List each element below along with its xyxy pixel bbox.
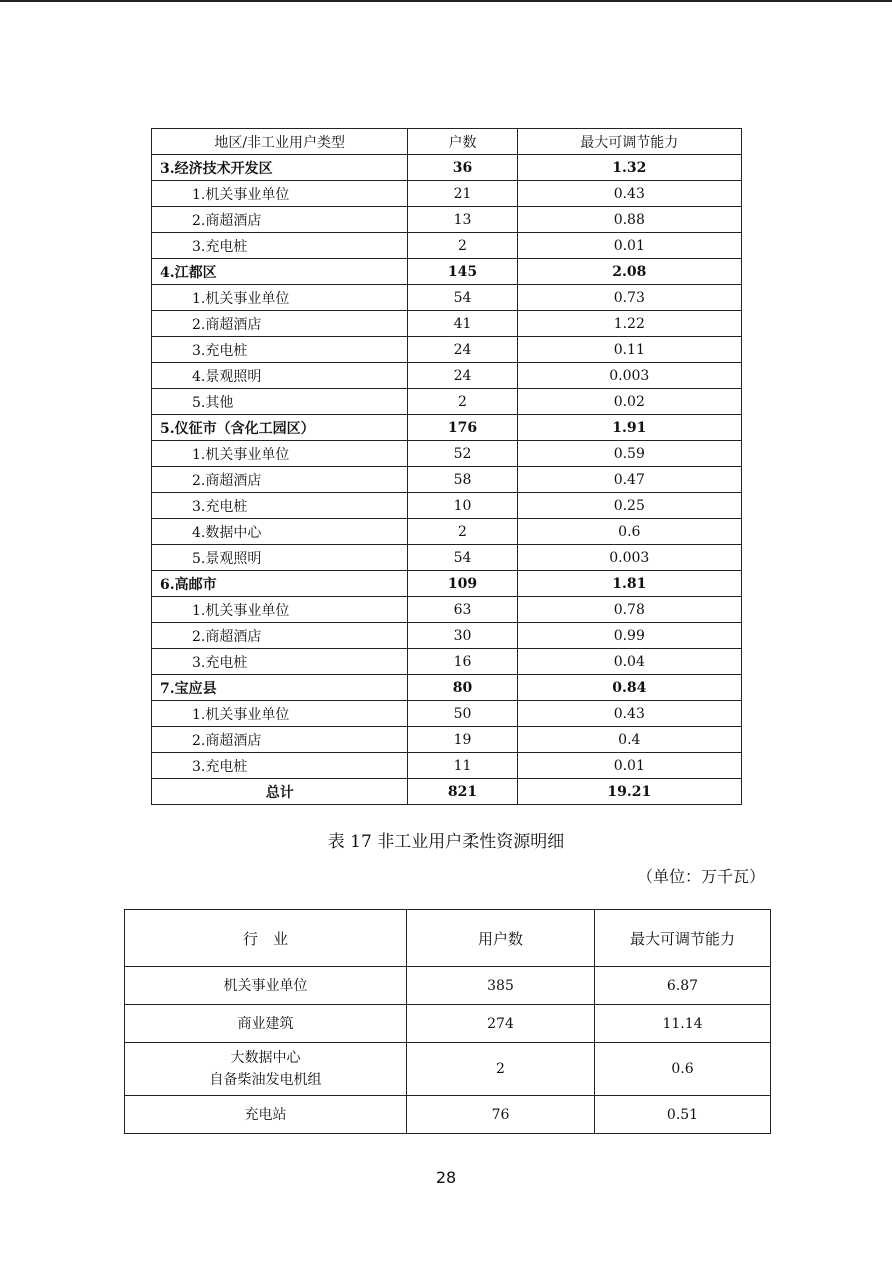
table-body — [152, 155, 742, 805]
table-row — [152, 701, 742, 727]
row-capacity: 0.6 — [595, 1043, 771, 1096]
row-label: 3.经济技术开发区 — [152, 155, 408, 181]
region-row — [152, 155, 742, 181]
row-count: 13 — [408, 207, 517, 233]
row-capacity: 0.01 — [517, 753, 741, 779]
header-region-type: 地区/非工业用户类型 — [152, 129, 408, 155]
row-capacity: 1.81 — [517, 571, 741, 597]
row-count: 145 — [408, 259, 517, 285]
row-count: 54 — [408, 545, 517, 571]
row-label: 1.机关事业单位 — [152, 441, 408, 467]
table-row — [152, 363, 742, 389]
row-capacity: 0.47 — [517, 467, 741, 493]
header-industry: 行 业 — [125, 910, 407, 967]
row-capacity: 0.4 — [517, 727, 741, 753]
table-header-row — [152, 129, 742, 155]
row-capacity: 11.14 — [595, 1005, 771, 1043]
row-capacity: 0.99 — [517, 623, 741, 649]
industry-line: 自备柴油发电机组 — [209, 1072, 322, 1088]
row-count: 16 — [408, 649, 517, 675]
row-count: 36 — [408, 155, 517, 181]
table-row — [152, 337, 742, 363]
region-user-type-table — [151, 128, 742, 805]
table-row — [152, 493, 742, 519]
row-capacity: 1.32 — [517, 155, 741, 181]
row-count: 63 — [408, 597, 517, 623]
row-label: 3.充电桩 — [152, 493, 408, 519]
row-count: 24 — [408, 363, 517, 389]
row-count: 10 — [408, 493, 517, 519]
row-count: 24 — [408, 337, 517, 363]
row-capacity: 0.43 — [517, 181, 741, 207]
row-label: 1.机关事业单位 — [152, 597, 408, 623]
table-row — [152, 311, 742, 337]
header-users: 用户数 — [407, 910, 595, 967]
row-capacity: 0.59 — [517, 441, 741, 467]
row-label: 3.充电桩 — [152, 337, 408, 363]
row-count: 54 — [408, 285, 517, 311]
row-capacity: 0.6 — [517, 519, 741, 545]
industry-line: 商业建筑 — [237, 1015, 294, 1032]
industry-line: 机关事业单位 — [223, 977, 308, 994]
header-capacity: 最大可调节能力 — [595, 910, 771, 967]
row-capacity: 0.003 — [517, 545, 741, 571]
row-capacity: 0.04 — [517, 649, 741, 675]
row-capacity: 0.84 — [517, 675, 741, 701]
row-label: 总计 — [152, 779, 408, 805]
page-number: 28 — [435, 1168, 457, 1187]
row-label: 3.充电桩 — [152, 233, 408, 259]
row-count: 176 — [408, 415, 517, 441]
table-row — [125, 1043, 771, 1096]
row-capacity: 0.01 — [517, 233, 741, 259]
row-label: 5.仪征市（含化工园区） — [152, 415, 408, 441]
table-row — [125, 1005, 771, 1043]
table-row — [152, 727, 742, 753]
table-row — [125, 967, 771, 1005]
table-row — [152, 181, 742, 207]
row-capacity: 0.51 — [595, 1096, 771, 1134]
table-row — [152, 467, 742, 493]
table-row — [152, 441, 742, 467]
top-border-line — [0, 0, 892, 2]
row-capacity: 2.08 — [517, 259, 741, 285]
row-industry — [125, 967, 407, 1005]
row-label: 2.商超酒店 — [152, 311, 408, 337]
row-users: 385 — [407, 967, 595, 1005]
row-label: 2.商超酒店 — [152, 727, 408, 753]
row-label: 7.宝应县 — [152, 675, 408, 701]
row-label: 3.充电桩 — [152, 649, 408, 675]
row-capacity: 1.22 — [517, 311, 741, 337]
table-row — [152, 233, 742, 259]
row-count: 2 — [408, 519, 517, 545]
row-users: 2 — [407, 1043, 595, 1096]
region-row — [152, 571, 742, 597]
row-capacity: 19.21 — [517, 779, 741, 805]
row-capacity: 0.003 — [517, 363, 741, 389]
table-row — [152, 389, 742, 415]
total-row — [152, 779, 742, 805]
row-industry — [125, 1043, 407, 1096]
row-label: 1.机关事业单位 — [152, 285, 408, 311]
table-header-row — [125, 910, 771, 967]
row-industry — [125, 1005, 407, 1043]
row-label: 2.商超酒店 — [152, 467, 408, 493]
row-capacity: 0.43 — [517, 701, 741, 727]
region-row — [152, 675, 742, 701]
region-row — [152, 259, 742, 285]
row-count: 11 — [408, 753, 517, 779]
row-count: 821 — [408, 779, 517, 805]
row-count: 19 — [408, 727, 517, 753]
table-row — [125, 1096, 771, 1134]
row-label: 4.江都区 — [152, 259, 408, 285]
row-count: 41 — [408, 311, 517, 337]
row-count: 2 — [408, 233, 517, 259]
row-label: 2.商超酒店 — [152, 207, 408, 233]
table-caption: 表 17 非工业用户柔性资源明细 — [327, 832, 565, 852]
row-capacity: 0.78 — [517, 597, 741, 623]
row-capacity: 0.11 — [517, 337, 741, 363]
row-capacity: 0.73 — [517, 285, 741, 311]
table-row — [152, 285, 742, 311]
row-label: 4.数据中心 — [152, 519, 408, 545]
row-count: 30 — [408, 623, 517, 649]
row-capacity: 6.87 — [595, 967, 771, 1005]
row-label: 1.机关事业单位 — [152, 181, 408, 207]
row-capacity: 0.25 — [517, 493, 741, 519]
row-industry — [125, 1096, 407, 1134]
row-count: 52 — [408, 441, 517, 467]
unit-label: （单位：万千瓦） — [636, 867, 765, 886]
row-count: 80 — [408, 675, 517, 701]
header-capacity: 最大可调节能力 — [517, 129, 741, 155]
industry-summary-table — [124, 909, 771, 1134]
row-count: 21 — [408, 181, 517, 207]
industry-line: 大数据中心 — [230, 1050, 301, 1066]
region-row — [152, 415, 742, 441]
row-users: 274 — [407, 1005, 595, 1043]
table-row — [152, 753, 742, 779]
row-label: 4.景观照明 — [152, 363, 408, 389]
row-label: 5.景观照明 — [152, 545, 408, 571]
header-count: 户数 — [408, 129, 517, 155]
row-label: 6.高邮市 — [152, 571, 408, 597]
table-row — [152, 649, 742, 675]
row-capacity: 0.02 — [517, 389, 741, 415]
row-count: 2 — [408, 389, 517, 415]
table-row — [152, 623, 742, 649]
table-body — [125, 967, 771, 1134]
row-users: 76 — [407, 1096, 595, 1134]
row-capacity: 0.88 — [517, 207, 741, 233]
row-count: 109 — [408, 571, 517, 597]
row-label: 1.机关事业单位 — [152, 701, 408, 727]
table-row — [152, 545, 742, 571]
row-count: 50 — [408, 701, 517, 727]
industry-line: 充电站 — [244, 1106, 287, 1123]
row-label: 3.充电桩 — [152, 753, 408, 779]
row-capacity: 1.91 — [517, 415, 741, 441]
table-row — [152, 519, 742, 545]
row-label: 2.商超酒店 — [152, 623, 408, 649]
row-count: 58 — [408, 467, 517, 493]
table-row — [152, 597, 742, 623]
table-row — [152, 207, 742, 233]
row-label: 5.其他 — [152, 389, 408, 415]
